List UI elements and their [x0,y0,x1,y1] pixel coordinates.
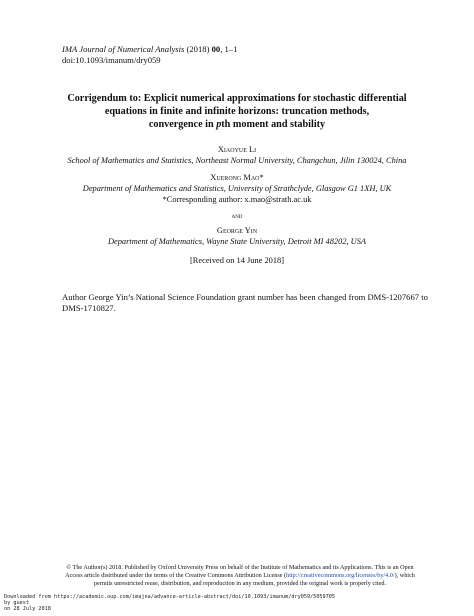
journal-name: IMA Journal of Numerical Analysis [62,44,185,54]
author-name: George Yin [216,226,258,235]
footer-line-1: © The Author(s) 2018. Published by Oxford University Press on behalf of the Institute of Mathematics and its Applications. This is an Open [66,564,414,571]
footer-line-2-text: Access article distributed under the terms of the Creative Commons Attribution License ( [65,572,287,579]
and-separator [30,210,444,221]
footer-line-3: permits unrestricted reuse, distribution, and reproduction in any medium, provided the original work is properly cited. [94,580,386,587]
download-note-line-2: by guest [4,600,29,606]
title-line-2: equations in finite and infinite horizons: truncation methods, [104,106,370,117]
author-affiliation: Department of Mathematics and Statistics, University of Strathclyde, Glasgow G1 1XH, UK [82,184,392,193]
author-name: Xuerong Mao* [210,173,264,182]
journal-year: (2018) [184,44,212,54]
title-line-3-after: th moment and stability [221,119,326,130]
journal-citation [62,44,237,55]
article-title [40,92,434,131]
received-date: [Received on 14 June 2018] [190,256,284,265]
doi-line: doi:10.1093/imanum/dry059 [62,55,161,65]
author-block-1 [30,144,444,166]
and-word: and [231,211,243,220]
journal-header [62,44,237,66]
author-affiliation: School of Mathematics and Statistics, Northeast Normal University, Changchun, Jilin 130024, China [67,156,407,165]
author-name: Xiaoyue Li [217,145,257,154]
author-block-3 [30,225,444,247]
title-line-1: Corrigendum to: Explicit numerical approximations for stochastic differential [67,93,407,104]
title-italic-p: p [216,119,222,130]
download-note-line-1: Downloaded from https://academic.oup.com/imajna/advance-article-abstract/doi/10.1093/imanum/dry059/5059705 [4,594,336,600]
title-line-3-before: convergence in [148,119,217,130]
author-block-2 [30,172,444,205]
corresponding-author-note: *Corresponding author: x.mao@strath.ac.uk [162,195,312,204]
license-footer [40,564,440,588]
title-line-3 [40,118,434,131]
download-watermark [4,594,335,612]
journal-volume: 00 [211,44,221,54]
license-link[interactable]: http://creativecommons.org/licenses/by/4.0/ [286,572,395,579]
journal-pages: , 1–1 [220,44,238,54]
download-note-line-3: on 28 July 2018 [4,606,51,612]
author-affiliation: Department of Mathematics, Wayne State University, Detroit MI 48202, USA [107,237,367,246]
footer-line-2 [40,572,440,580]
footer-line-2-end: ), which [394,572,415,579]
corrigendum-body: Author George Yin’s National Science Foundation grant number has been changed from DMS-1207667 to DMS-1710827. [62,292,428,313]
